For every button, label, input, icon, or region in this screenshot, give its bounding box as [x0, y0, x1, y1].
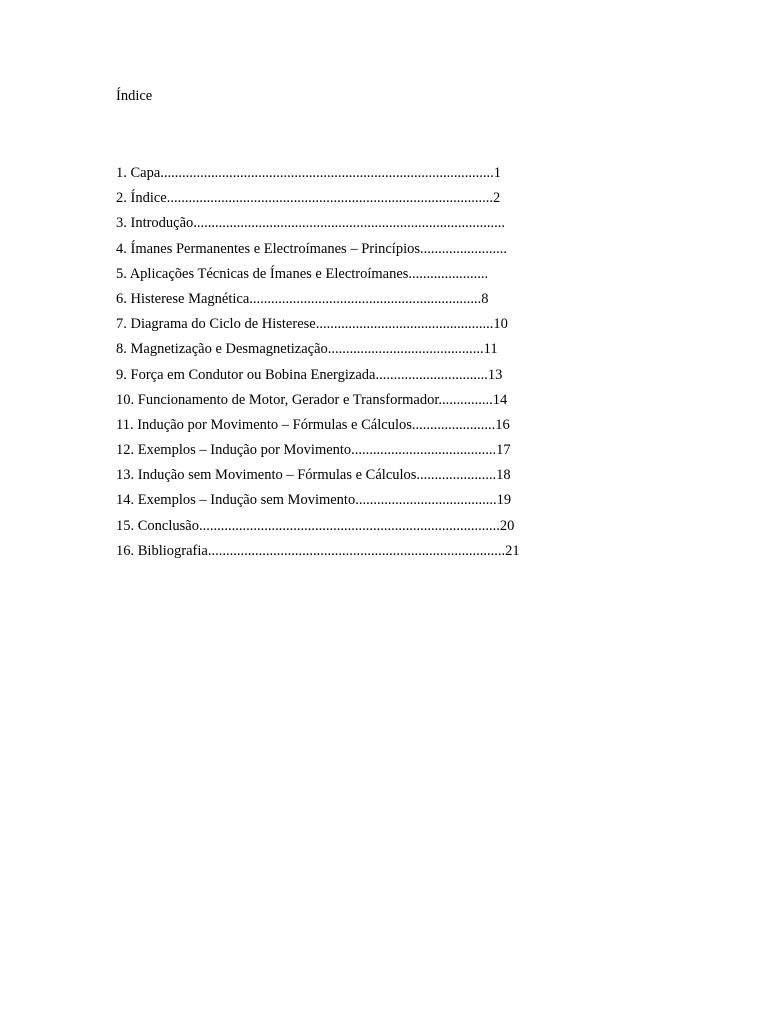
toc-entry: 4. Ímanes Permanentes e Electroímanes – Princípios........................ [116, 240, 508, 257]
toc-entry: 14. Exemplos – Indução sem Movimento.......................................19 [116, 492, 512, 509]
toc-entry: 15. Conclusão...................................................................................20 [116, 517, 515, 534]
toc-entry: 16. Bibliografia..................................................................................21 [116, 542, 520, 559]
toc-entry: 11. Indução por Movimento – Fórmulas e Cálculos.......................16 [116, 416, 510, 433]
toc-entry: 13. Indução sem Movimento – Fórmulas e Cálculos......................18 [116, 467, 511, 484]
toc-entry: 7. Diagrama do Ciclo de Histerese.................................................10 [116, 316, 508, 333]
toc-entry: 3. Introdução...................................................................................... [116, 215, 506, 232]
toc-entry: 1. Capa............................................................................................1 [116, 165, 502, 181]
toc-entry: 10. Funcionamento de Motor, Gerador e Transformador...............14 [116, 391, 508, 408]
toc-entry: 8. Magnetização e Desmagnetização...........................................11 [116, 341, 498, 358]
toc-entry: 9. Força em Condutor ou Bobina Energizada...............................13 [116, 366, 503, 383]
toc-entry: 2. Índice..........................................................................................2 [116, 190, 501, 207]
toc-entry: 6. Histerese Magnética................................................................8 [116, 290, 489, 307]
page-title: Índice [116, 88, 153, 104]
toc-entry: 12. Exemplos – Indução por Movimento........................................17 [116, 442, 511, 459]
table-of-contents [116, 161, 520, 564]
toc-entry: 5. Aplicações Técnicas de Ímanes e Electroímanes...................... [116, 265, 489, 282]
